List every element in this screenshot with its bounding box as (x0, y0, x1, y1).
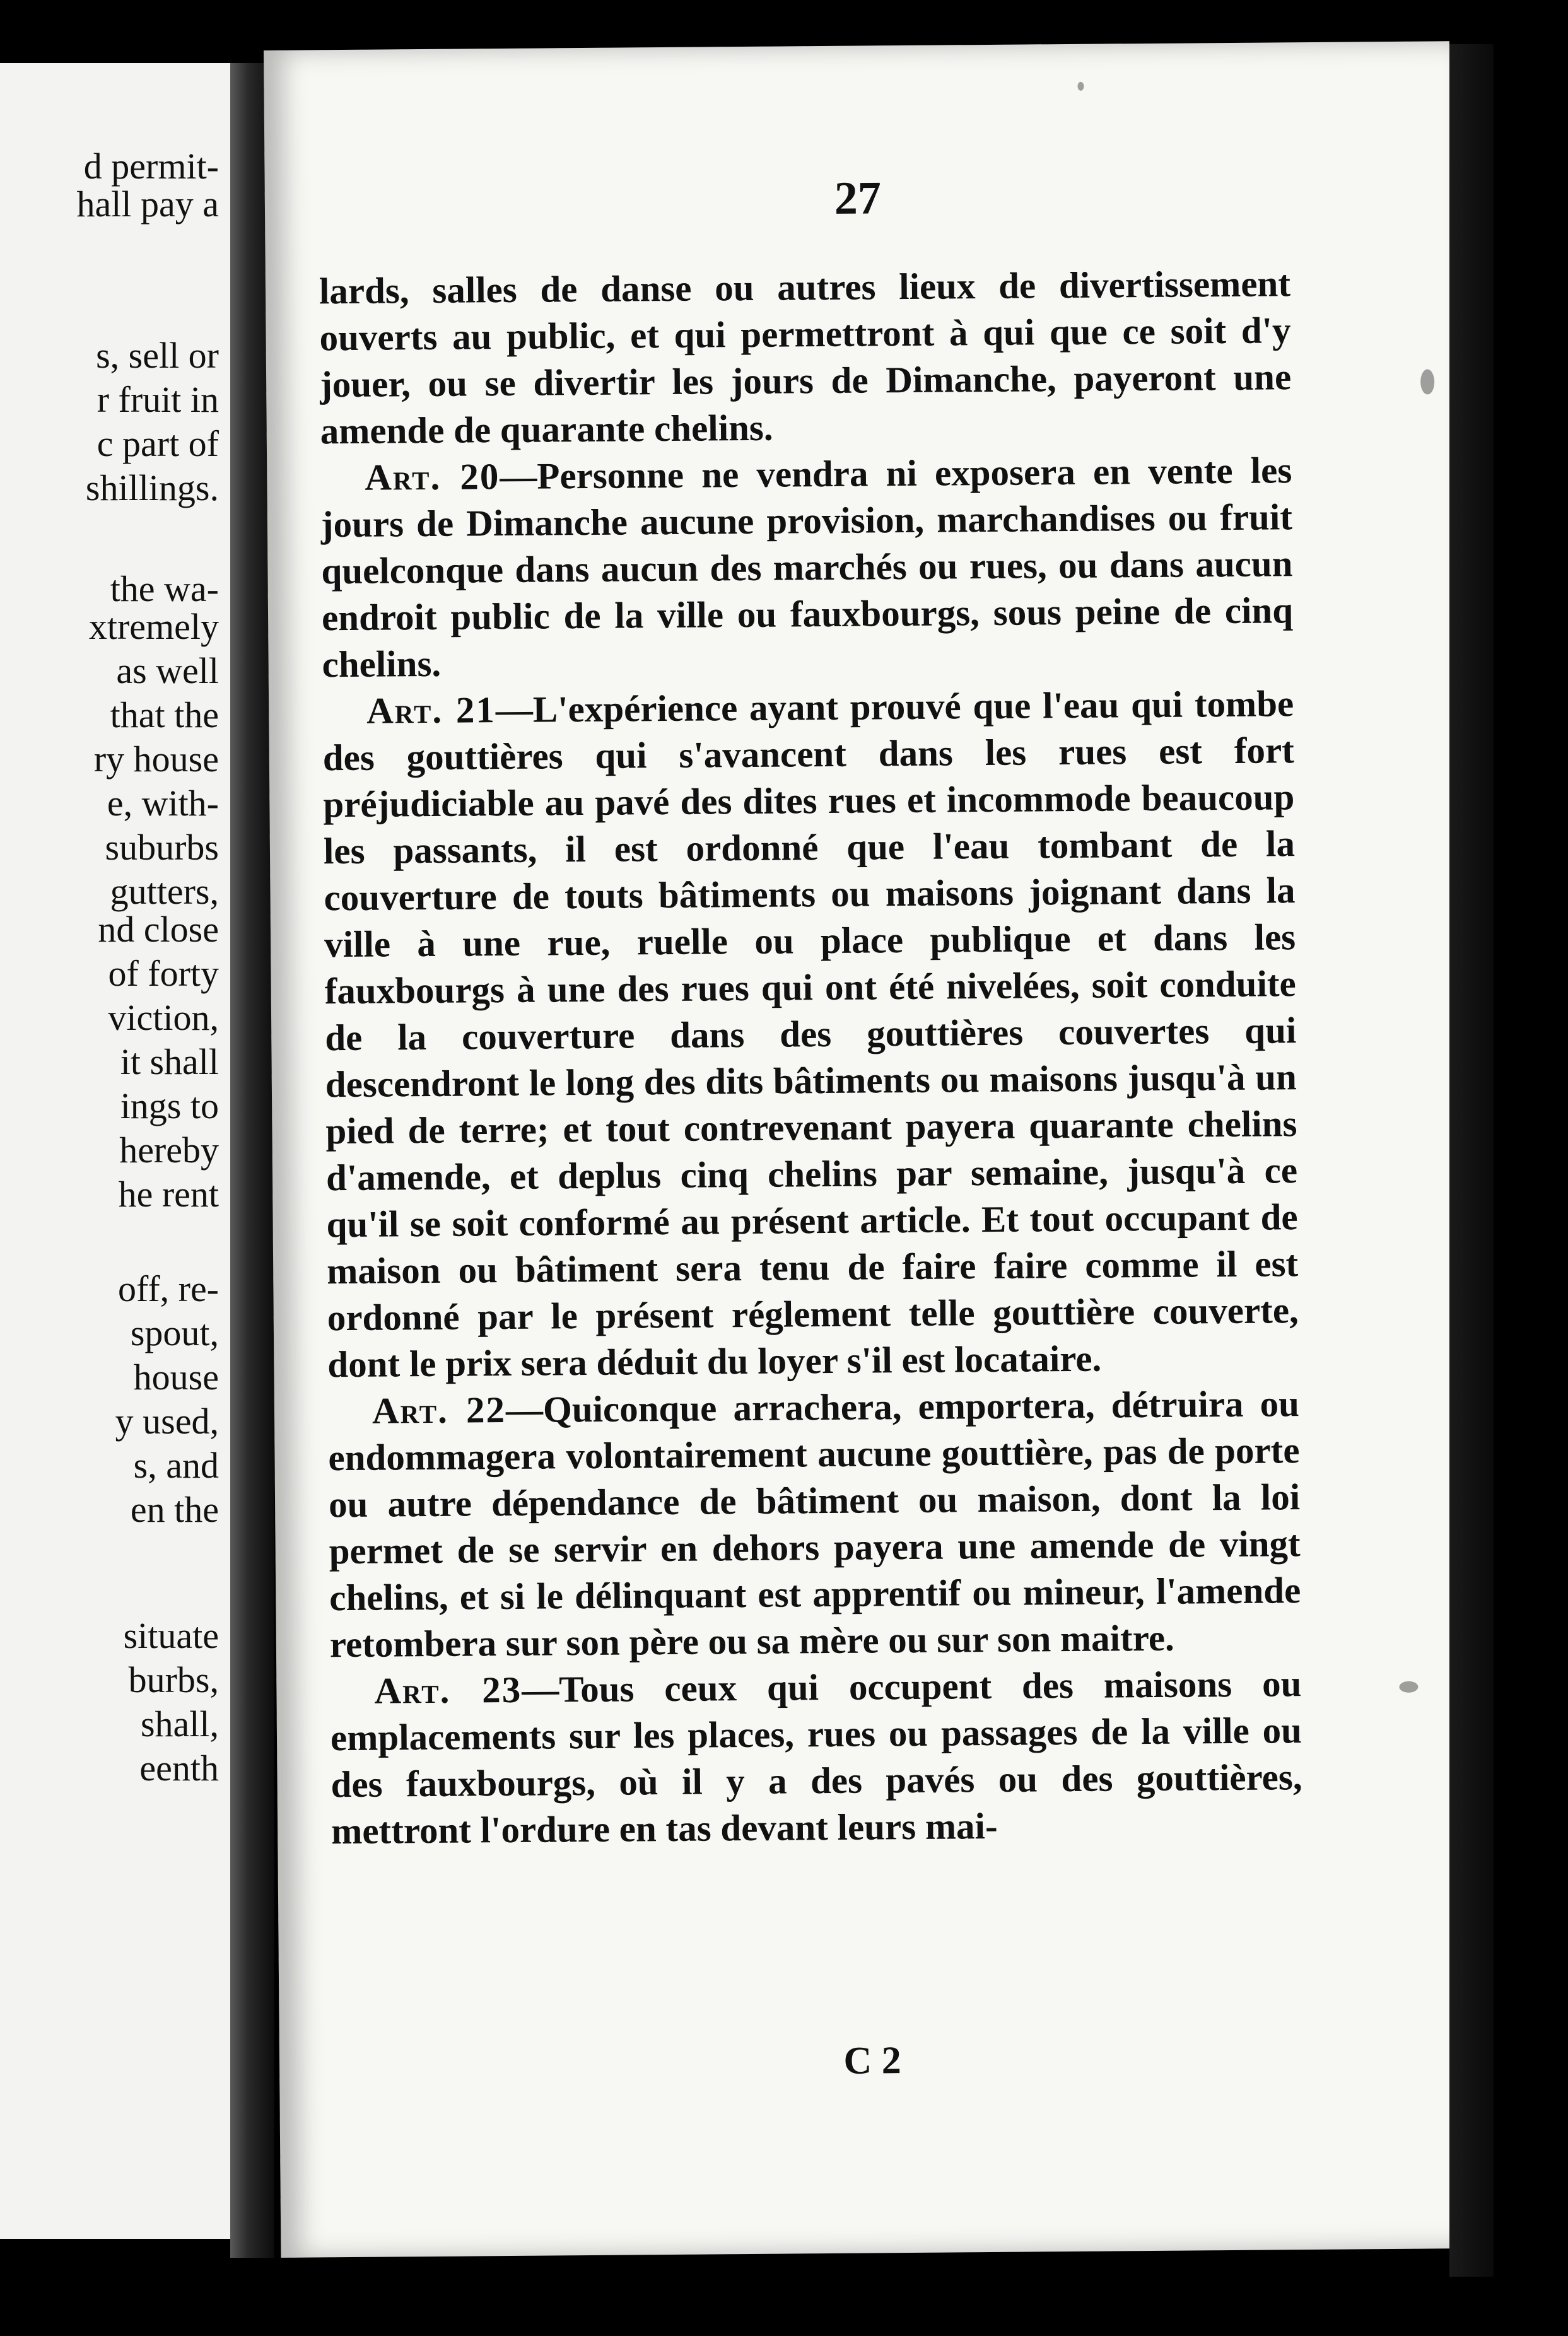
article-21 (322, 680, 1299, 1387)
left-page-line: the wa- (110, 568, 219, 609)
article-21-text: —L'expérience ayant prouvé que l'eau qui tombe des gouttières qui s'avancent dans les rues est fort préjudiciable au pavé des dites rues et incommode beaucoup les passants, il est ordonné que l'eau tombant de la couverture de touts bâtiments ou maisons joignant dans la ville à une rue, ruelle ou place publique et dans les fauxbourgs à une des rues qui ont été nivelées, soit conduite de la couverture dans des gouttières couvertes qui descendront le long des dits bâtiments ou maisons jusqu'à un pied de terre; et tout contrevenant payera quarante chelins d'amende, et deplus cinq chelins par semaine, jusqu'à ce qu'il se soit conformé au présent article. Et tout occupant de maison ou bâtiment sera tenu de faire faire comme il est ordonné par le présent réglement telle gouttière couverte, dont le prix sera déduit du loyer s'il est locataire. (322, 682, 1299, 1386)
left-page-line: eenth (139, 1748, 219, 1789)
left-page-line: ry house (93, 739, 219, 780)
left-page-line: y used, (115, 1401, 219, 1442)
article-20-label: Art. 20 (365, 455, 500, 498)
left-page-line: shall, (140, 1703, 219, 1744)
page-number: 27 (834, 172, 882, 225)
left-page-line: hereby (119, 1130, 219, 1171)
article-23-text: —Tous ceux qui occupent des maisons ou emplacements sur les places, rues ou passages de la ville ou des fauxbourgs, où il y a des pavés ou des gouttières, mettront l'ordure en tas devant leurs mai- (330, 1662, 1302, 1852)
left-page-line: ings to (120, 1085, 219, 1126)
left-page-line: viction, (108, 997, 219, 1038)
article-23-label: Art. 23 (374, 1668, 522, 1712)
left-page-line: of forty (108, 953, 219, 994)
paper-speck (1399, 1681, 1418, 1693)
left-page-fragment (0, 63, 230, 2239)
left-page-line: burbs, (128, 1659, 219, 1700)
left-page-line: it shall (120, 1041, 219, 1082)
page-body (319, 260, 1303, 1854)
paper-speck (1077, 82, 1084, 91)
page-edge (1449, 44, 1494, 2277)
left-page-line: as well (116, 650, 219, 691)
left-page-line: r fruit in (97, 379, 219, 420)
left-page-line: that the (110, 694, 219, 735)
left-page-line: suburbs (105, 827, 219, 868)
left-page-line: e, with- (107, 783, 219, 824)
left-page-line: situate (123, 1615, 219, 1656)
article-22 (328, 1380, 1301, 1667)
left-page-line: nd close (98, 909, 219, 950)
left-page-line: gutters, (110, 871, 219, 912)
left-page-line: c part of (97, 423, 219, 464)
left-page-line: hall pay a (76, 184, 219, 225)
left-page-line: s, and (133, 1445, 219, 1486)
right-page (264, 41, 1466, 2258)
left-page-line: off, re- (118, 1268, 219, 1309)
opening-paragraph: lards, salles de danse ou autres lieux de divertissement ouverts au public, et qui permettront à qui que ce soit d'y jouer, ou se divertir les jours de Dimanche, payeront une amende de quarante chelins. (319, 262, 1292, 452)
left-page-line: xtremely (88, 606, 219, 647)
left-page-line: he rent (118, 1174, 219, 1215)
left-page-line: shillings. (85, 467, 219, 508)
left-page-line: house (133, 1357, 219, 1398)
article-21-label: Art. 21 (366, 689, 496, 732)
left-page-line: s, sell or (96, 335, 219, 376)
article-20 (320, 447, 1294, 687)
signature-mark: C 2 (843, 2039, 901, 2082)
left-page-line: spout, (130, 1312, 219, 1353)
article-20-text: —Personne ne vendra ni exposera en vente les jours de Dimanche aucune provision, marchandises ou fruit quelconque dans aucun des marchés ou rues, ou dans aucun endroit public de la ville ou fauxbourgs, sous peine de cinq chelins. (320, 449, 1294, 686)
article-22-label: Art. 22 (372, 1389, 506, 1432)
article-22-text: —Quiconque arrachera, emportera, détruira ou endommagera volontairement aucune gouttière, pas de porte ou autre dépendance de bâtiment ou maison, dont la loi permet de se servir en dehors payera une amende de vingt chelins, et si le délinquant est apprentif ou mineur, l'amende retombera sur son père ou sa mère ou sur son maitre. (328, 1382, 1301, 1666)
left-page-line: en the (130, 1489, 219, 1530)
article-23 (330, 1660, 1302, 1854)
left-page-line: d permit- (83, 146, 219, 187)
paper-speck (1420, 369, 1434, 394)
